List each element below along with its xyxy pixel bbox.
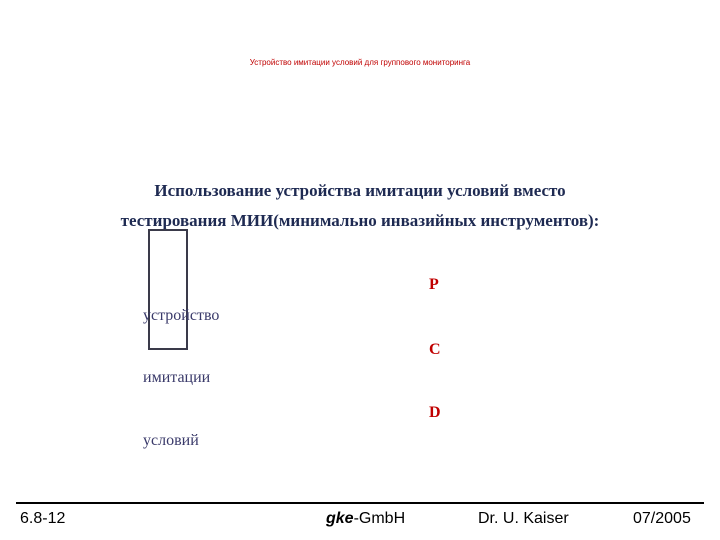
page-title — [0, 176, 720, 236]
letter-d: D — [429, 404, 441, 421]
company-suffix: -GmbH — [353, 510, 406, 527]
date-label: 07/2005 — [633, 510, 691, 527]
slide-number: 6.8-12 — [20, 510, 66, 527]
footer-divider — [16, 502, 704, 504]
company-name — [326, 510, 405, 528]
heading-line-1: Использование устройства имитации условий вместо — [154, 181, 566, 200]
device-outline-box — [148, 229, 188, 350]
label-conditions: условий — [143, 432, 199, 449]
author-name: Dr. U. Kaiser — [478, 510, 569, 527]
heading-line-2: тестирования МИИ(минимально инвазийных инструментов): — [120, 211, 600, 230]
company-prefix: gke — [326, 510, 354, 527]
letter-c: C — [429, 341, 441, 358]
letter-p: P — [429, 276, 439, 293]
label-imitation: имитации — [143, 369, 211, 386]
label-device: устройство — [143, 307, 220, 324]
slide-subtitle: Устройство имитации условий для группового мониторинга — [249, 58, 471, 67]
